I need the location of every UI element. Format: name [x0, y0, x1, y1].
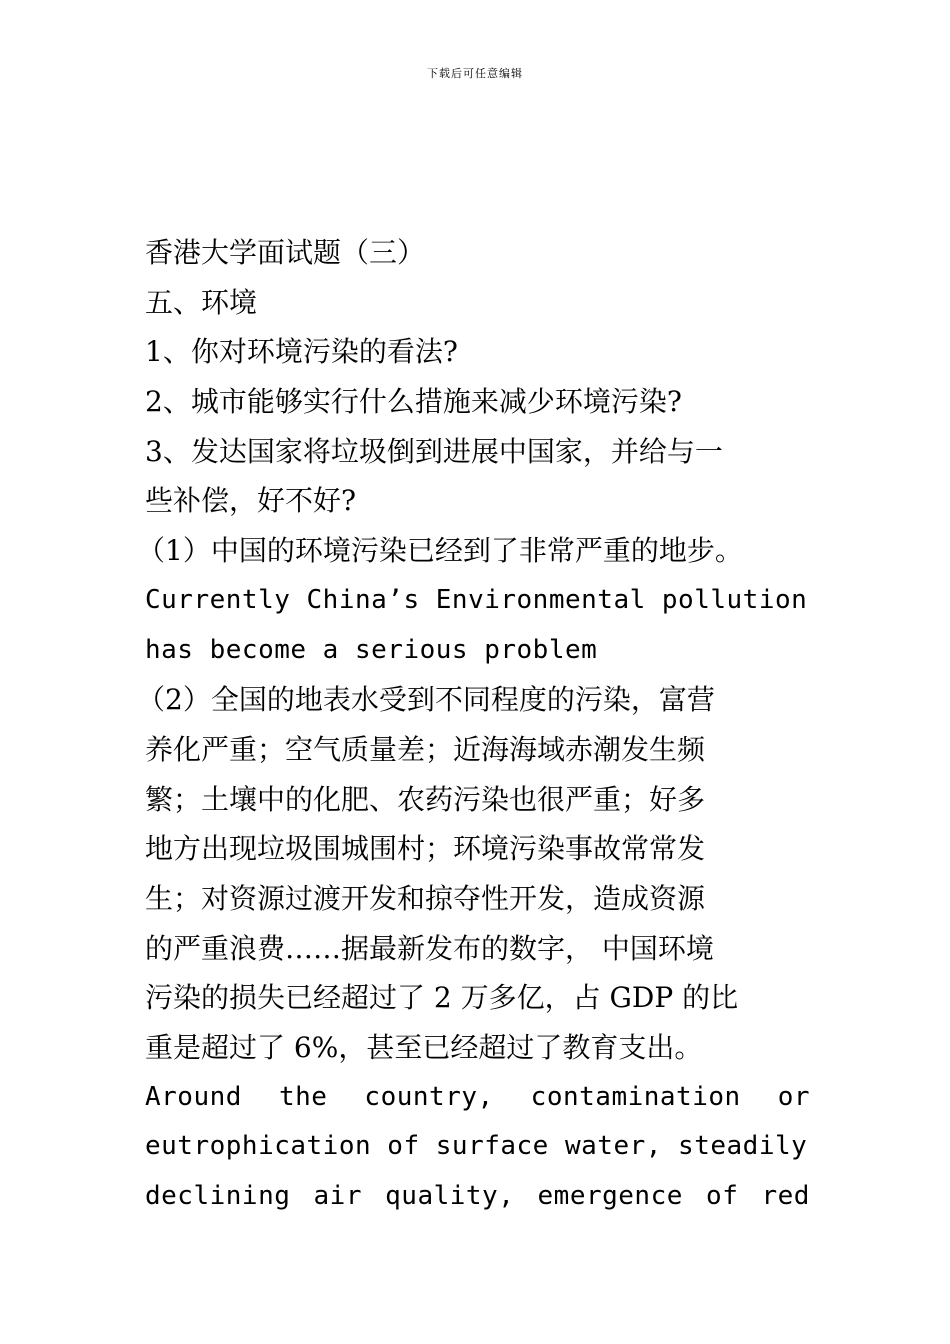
answer-2-chinese-line-8: 重是超过了 6%，甚至已经超过了教育支出。	[145, 1031, 703, 1064]
word: red	[761, 1181, 810, 1212]
answer-2-chinese-line-7: 污染的损失已经超过了 2 万多亿，占 GDP 的比	[145, 981, 739, 1015]
word: Around	[145, 1081, 242, 1112]
document-body	[137, 228, 810, 1222]
answer-2-chinese-line-5: 生；对资源过渡开发和掠夺性开发，造成资源	[145, 881, 706, 915]
page-header-note: 下载后可任意编辑	[427, 67, 523, 80]
word: or	[777, 1081, 810, 1112]
word: quality,	[385, 1181, 515, 1212]
section-heading: 五、环境	[145, 285, 258, 319]
word: of	[706, 1181, 739, 1212]
word: the	[278, 1081, 328, 1112]
document-title: 香港大学面试题（三）	[145, 236, 426, 269]
question-2: 2、城市能够实行什么措施来减少环境污染?	[145, 385, 682, 419]
question-3-line-2: 些补偿，好不好?	[145, 484, 357, 518]
word: declining	[145, 1181, 291, 1212]
answer-1-english-line-2: has become a serious problem	[145, 634, 598, 665]
answer-2-chinese-line-6: 的严重浪费……据最新发布的数字， 中国环境	[145, 931, 714, 965]
answer-2-chinese-line-2: 养化严重；空气质量差；近海海域赤潮发生频	[145, 732, 706, 766]
word: air	[313, 1181, 362, 1212]
question-1: 1、你对环境污染的看法?	[145, 335, 458, 369]
answer-2-chinese-line-4: 地方出现垃圾围城围村；环境污染事故常常发	[145, 832, 706, 866]
answer-2-chinese-line-3: 繁；土壤中的化肥、农药污染也很严重；好多	[145, 782, 706, 816]
answer-2-english-line-2: eutrophication of surface water, steadily	[145, 1131, 808, 1162]
answer-1-english-line-1: Currently China’s Environmental pollution	[145, 584, 808, 615]
answer-1-chinese: （1）中国的环境污染已经到了非常严重的地步。	[137, 534, 743, 568]
word: contamination	[530, 1081, 741, 1112]
question-3-line-1: 3、发达国家将垃圾倒到进展中国家，并给与一	[145, 434, 723, 468]
answer-2-english-line-1	[145, 1073, 810, 1123]
answer-2-chinese-line-1: （2）全国的地表水受到不同程度的污染，富营	[137, 683, 715, 717]
word: country,	[364, 1081, 494, 1112]
answer-2-english-line-3	[145, 1172, 810, 1222]
word: emergence	[537, 1181, 683, 1212]
